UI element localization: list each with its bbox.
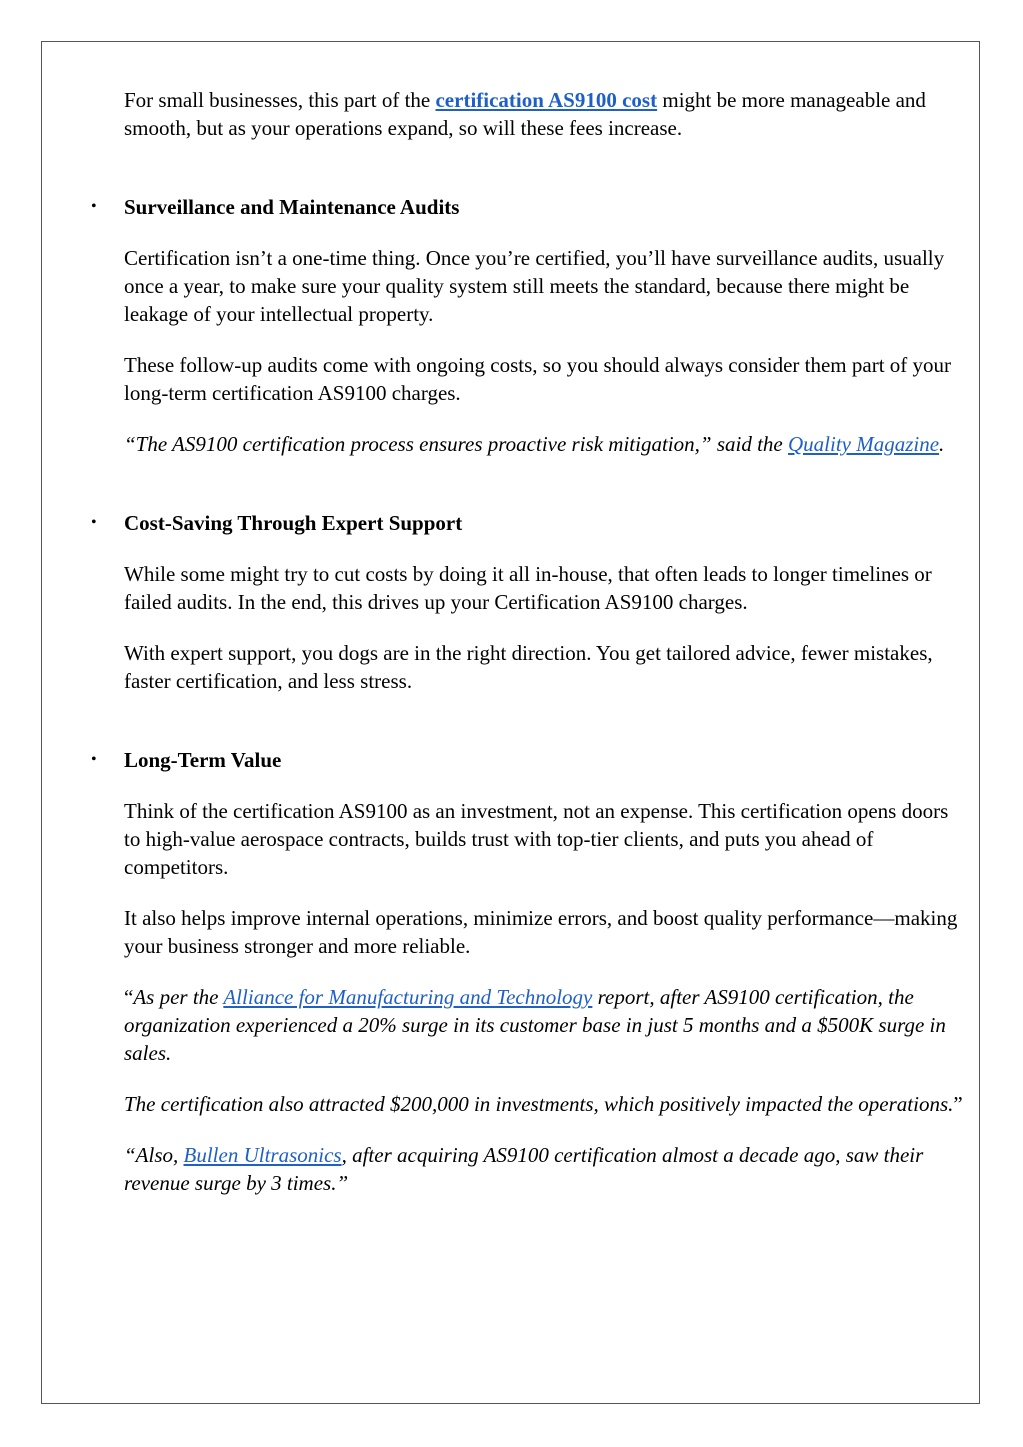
document-body [91,86,969,1220]
paragraph: It also helps improve internal operations, minimize errors, and boost quality performance—making your business stronger and more reliable. [124,906,958,958]
paragraph: These follow-up audits come with ongoing costs, so you should always consider them part of your long-term certification AS9100 charges. [124,353,952,405]
intro-text-end: might be more manageable and smooth, but as your operations expand, so will these fees increase. [124,88,926,140]
bullet-icon: • [91,198,97,215]
quote-text-end: , after acquiring AS9100 certification almost a decade ago, saw their revenue surge by 3 times.” [124,1143,924,1195]
heading-long-term-value [91,746,969,774]
paragraph: Think of the certification AS9100 as an investment, not an expense. This certification opens doors to high-value aerospace contracts, builds trust with top-tier clients, and puts you ahead of competitors. [124,799,949,879]
intro-paragraph [124,86,969,142]
quote-quality-magazine [124,430,969,458]
quote-text: “Also, [124,1143,184,1167]
quote-text-end: . [939,432,945,456]
bullet-icon: • [91,751,97,768]
intro-text-start: For small businesses, this part of the [124,88,436,112]
quote-text-end: report, after AS9100 certification, the organization experienced a 20% surge in its customer base in just 5 months and a $500K surge in sales. [124,985,946,1065]
paragraph: With expert support, you dogs are in the right direction. You get tailored advice, fewer mistakes, faster certification, and less stress. [124,641,933,693]
paragraph: While some might try to cut costs by doing it all in-house, that often leads to longer timelines or failed audits. In the end, this drives up your Certification AS9100 charges. [124,562,932,614]
heading-text: Cost-Saving Through Expert Support [124,511,463,535]
certification-cost-link[interactable]: certification AS9100 cost [435,88,658,112]
heading-surveillance-audits [91,193,969,221]
quote-text: “The AS9100 certification process ensures proactive risk mitigation,” said the [124,432,788,456]
heading-text: Long-Term Value [124,748,282,772]
quote-close-mark: ” [953,1092,963,1116]
quote-bullen [124,1141,969,1197]
quote-text: As per the [133,985,224,1009]
paragraph: Certification isn’t a one-time thing. Once you’re certified, you’ll have surveillance audits, usually once a year, to make sure your quality system still meets the standard, because there might be leakage of your intellectual property. [124,246,945,326]
quote-text: The certification also attracted $200,000 in investments, which positively impacted the operations. [124,1092,954,1116]
bullen-ultrasonics-link[interactable]: Bullen Ultrasonics [183,1143,342,1167]
heading-text: Surveillance and Maintenance Audits [124,195,460,219]
quote-investments [124,1090,969,1118]
quote-open-mark: “ [124,985,134,1009]
heading-cost-saving [91,509,969,537]
alliance-manufacturing-link[interactable]: Alliance for Manufacturing and Technology [223,985,593,1009]
bullet-icon: • [91,514,97,531]
quote-alliance-report [124,983,969,1067]
quality-magazine-link[interactable]: Quality Magazine [787,432,940,456]
